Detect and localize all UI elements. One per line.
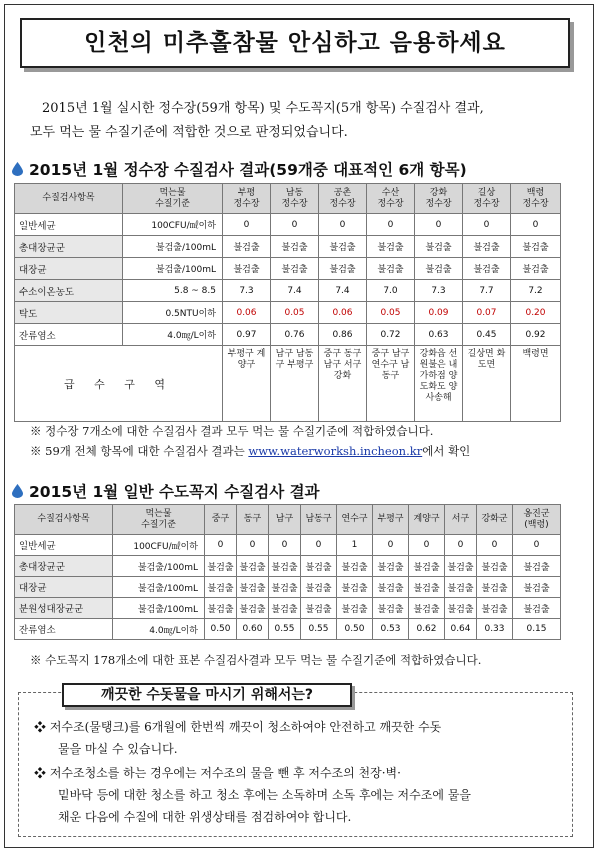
row-value: 불검출 xyxy=(205,598,237,619)
row-value: 7.3 xyxy=(223,280,271,302)
row-value: 7.4 xyxy=(271,280,319,302)
row-standard: 100CFU/㎖이하 xyxy=(113,535,205,556)
row-value: 0 xyxy=(223,214,271,236)
plant-header-2: 부평 정수장 xyxy=(223,184,271,214)
water-drop-icon xyxy=(12,162,23,176)
section2-note: ※ 수도꼭지 178개소에 대한 표본 수질검사결과 모두 먹는 물 수질기준에 적합하였습니다. xyxy=(30,653,482,667)
row-value: 0 xyxy=(367,214,415,236)
row-value: 불검출 xyxy=(319,236,367,258)
row-value: 불검출 xyxy=(463,236,511,258)
row-value: 불검출 xyxy=(367,236,415,258)
section1-note-1: ※ 정수장 7개소에 대한 수질검사 결과 모두 먹는 물 수질기준에 적합하였습니다. xyxy=(30,424,434,438)
row-value: 7.3 xyxy=(415,280,463,302)
tap-header-10: 강화군 xyxy=(477,505,513,535)
row-value: 0.72 xyxy=(367,324,415,346)
row-value: 불검출 xyxy=(237,556,269,577)
row-value: 7.4 xyxy=(319,280,367,302)
row-item-label: 탁도 xyxy=(15,302,123,324)
row-value: 0.53 xyxy=(373,619,409,640)
row-value: 0.55 xyxy=(301,619,337,640)
row-value: 불검출 xyxy=(445,598,477,619)
row-value: 불검출 xyxy=(271,258,319,280)
table-row xyxy=(15,236,561,258)
row-value: 0.06 xyxy=(223,302,271,324)
row-value: 불검출 xyxy=(319,258,367,280)
row-value: 불검출 xyxy=(271,236,319,258)
row-item-label: 수소이온농도 xyxy=(15,280,123,302)
supply-area-value: 강화읍 선원불은 내가하점 양도화도 양사송해 xyxy=(415,346,463,422)
row-value: 7.7 xyxy=(463,280,511,302)
row-value: 0 xyxy=(511,214,561,236)
row-item-label: 대장균 xyxy=(15,577,113,598)
supply-area-label: 급 수 구 역 xyxy=(15,346,223,422)
plant-header-row xyxy=(15,184,561,214)
row-item-label: 총대장균군 xyxy=(15,556,113,577)
tip-line-3: ❖ 저수조청소를 하는 경우에는 저수조의 물을 뺀 후 저수조의 천장·벽· xyxy=(34,766,401,780)
tap-header-row xyxy=(15,505,561,535)
row-value: 불검출 xyxy=(513,598,561,619)
tap-header-8: 계양구 xyxy=(409,505,445,535)
row-value: 불검출 xyxy=(205,556,237,577)
tap-header-5: 남동구 xyxy=(301,505,337,535)
row-value: 불검출 xyxy=(409,577,445,598)
row-value: 0.97 xyxy=(223,324,271,346)
row-value: 0.50 xyxy=(337,619,373,640)
row-value: 0 xyxy=(205,535,237,556)
row-value: 0 xyxy=(271,214,319,236)
row-item-label: 잔류염소 xyxy=(15,619,113,640)
row-value: 불검출 xyxy=(301,598,337,619)
row-value: 불검출 xyxy=(269,598,301,619)
table-row xyxy=(15,535,561,556)
row-standard: 100CFU/㎖이하 xyxy=(123,214,223,236)
row-value: 0.50 xyxy=(205,619,237,640)
row-value: 0.62 xyxy=(409,619,445,640)
row-value: 불검출 xyxy=(373,598,409,619)
row-value: 불검출 xyxy=(415,236,463,258)
plant-header-0: 수질검사항목 xyxy=(15,184,123,214)
intro-line-1: 2015년 1월 실시한 정수장(59개 항목) 및 수도꼭지(5개 항목) 수질검사 결과, xyxy=(42,101,484,116)
section1-heading-text: 2015년 1월 정수장 수질검사 결과(59개중 대표적인 6개 항목) xyxy=(29,161,467,179)
tap-header-0: 수질검사항목 xyxy=(15,505,113,535)
row-value: 0.55 xyxy=(269,619,301,640)
plant-results-table xyxy=(14,183,561,422)
row-value: 0 xyxy=(269,535,301,556)
row-value: 0.76 xyxy=(271,324,319,346)
row-value: 1 xyxy=(337,535,373,556)
row-standard: 불검출/100mL xyxy=(123,236,223,258)
plant-header-1: 먹는물 수질기준 xyxy=(123,184,223,214)
page-title: 인천의 미추홀참물 안심하고 음용하세요 xyxy=(20,18,570,68)
supply-area-value: 중구 남구 연수구 남동구 xyxy=(367,346,415,422)
row-value: 0 xyxy=(477,535,513,556)
row-value: 불검출 xyxy=(373,577,409,598)
tap-header-4: 남구 xyxy=(269,505,301,535)
row-value: 0.09 xyxy=(415,302,463,324)
plant-header-4: 공촌 정수장 xyxy=(319,184,367,214)
row-value: 불검출 xyxy=(269,556,301,577)
row-value: 0.05 xyxy=(367,302,415,324)
section1-note-2 xyxy=(30,443,470,459)
row-value: 불검출 xyxy=(409,556,445,577)
table-row xyxy=(15,556,561,577)
row-value: 불검출 xyxy=(415,258,463,280)
row-value: 0.06 xyxy=(319,302,367,324)
tap-header-3: 동구 xyxy=(237,505,269,535)
note2-suffix: 에서 확인 xyxy=(422,444,471,458)
section2-heading-text: 2015년 1월 일반 수도꼭지 수질검사 결과 xyxy=(29,483,320,501)
water-drop-icon xyxy=(12,484,23,498)
tap-header-7: 부평구 xyxy=(373,505,409,535)
row-value: 불검출 xyxy=(301,556,337,577)
row-value: 0.15 xyxy=(513,619,561,640)
tap-header-1: 먹는물 수질기준 xyxy=(113,505,205,535)
note2-prefix: ※ 59개 전체 항목에 대한 수질검사 결과는 xyxy=(30,444,249,458)
row-value: 0 xyxy=(373,535,409,556)
intro-line-2: 모두 먹는 물 수질기준에 적합한 것으로 판정되었습니다. xyxy=(30,125,348,140)
plant-header-3: 남동 정수장 xyxy=(271,184,319,214)
row-value: 불검출 xyxy=(205,577,237,598)
row-value: 0 xyxy=(319,214,367,236)
intro-text xyxy=(30,97,570,145)
row-value: 불검출 xyxy=(301,577,337,598)
row-value: 0 xyxy=(463,214,511,236)
table-row xyxy=(15,577,561,598)
row-value: 불검출 xyxy=(223,236,271,258)
tip-line-2: 물을 마실 수 있습니다. xyxy=(58,742,178,756)
table-row xyxy=(15,598,561,619)
row-item-label: 일반세균 xyxy=(15,214,123,236)
plant-header-7: 길상 정수장 xyxy=(463,184,511,214)
row-value: 0.92 xyxy=(511,324,561,346)
row-standard: 불검출/100mL xyxy=(113,556,205,577)
tap-header-2: 중구 xyxy=(205,505,237,535)
tap-header-11: 옹진군 (백령) xyxy=(513,505,561,535)
row-value: 불검출 xyxy=(337,598,373,619)
table-row xyxy=(15,302,561,324)
row-value: 불검출 xyxy=(269,577,301,598)
row-value: 0 xyxy=(415,214,463,236)
table-row xyxy=(15,214,561,236)
supply-area-value: 부평구 계양구 xyxy=(223,346,271,422)
row-value: 0.86 xyxy=(319,324,367,346)
row-value: 불검출 xyxy=(223,258,271,280)
row-value: 불검출 xyxy=(511,236,561,258)
row-value: 불검출 xyxy=(409,598,445,619)
row-value: 0.45 xyxy=(463,324,511,346)
row-value: 0.60 xyxy=(237,619,269,640)
tips-heading: 깨끗한 수돗물을 마시기 위해서는? xyxy=(62,683,352,707)
row-value: 0 xyxy=(237,535,269,556)
row-value: 0.05 xyxy=(271,302,319,324)
row-value: 불검출 xyxy=(445,556,477,577)
row-value: 0 xyxy=(445,535,477,556)
section2-heading xyxy=(12,480,320,502)
row-value: 불검출 xyxy=(373,556,409,577)
row-value: 불검출 xyxy=(463,258,511,280)
row-value: 불검출 xyxy=(511,258,561,280)
row-value: 불검출 xyxy=(337,577,373,598)
row-value: 0.64 xyxy=(445,619,477,640)
supply-area-value: 중구 동구 남구 서구 강화 xyxy=(319,346,367,422)
row-value: 불검출 xyxy=(445,577,477,598)
table-row xyxy=(15,324,561,346)
row-value: 불검출 xyxy=(477,598,513,619)
waterworks-link[interactable]: www.waterworksh.incheon.kr xyxy=(248,444,423,458)
plant-header-5: 수산 정수장 xyxy=(367,184,415,214)
row-value: 0.63 xyxy=(415,324,463,346)
table-row xyxy=(15,258,561,280)
row-item-label: 대장균 xyxy=(15,258,123,280)
row-standard: 0.5NTU이하 xyxy=(123,302,223,324)
supply-area-row xyxy=(15,346,561,422)
row-value: 불검출 xyxy=(337,556,373,577)
row-value: 7.0 xyxy=(367,280,415,302)
row-value: 0 xyxy=(513,535,561,556)
row-value: 불검출 xyxy=(237,598,269,619)
row-standard: 불검출/100mL xyxy=(123,258,223,280)
supply-area-value: 남구 남동구 부평구 xyxy=(271,346,319,422)
row-item-label: 분원성대장균군 xyxy=(15,598,113,619)
plant-header-8: 백령 정수장 xyxy=(511,184,561,214)
row-value: 불검출 xyxy=(513,577,561,598)
row-value: 0.07 xyxy=(463,302,511,324)
supply-area-value: 길상면 화도면 xyxy=(463,346,511,422)
row-standard: 불검출/100mL xyxy=(113,577,205,598)
row-value: 불검출 xyxy=(237,577,269,598)
row-item-label: 잔류염소 xyxy=(15,324,123,346)
tap-header-9: 서구 xyxy=(445,505,477,535)
section1-heading xyxy=(12,158,467,180)
table-row xyxy=(15,619,561,640)
row-value: 0.33 xyxy=(477,619,513,640)
row-value: 불검출 xyxy=(477,577,513,598)
row-value: 불검출 xyxy=(513,556,561,577)
row-value: 0 xyxy=(301,535,337,556)
tip-line-4: 밑바닥 등에 대한 청소를 하고 청소 후에는 소독하며 소독 후에는 저수조에 물을 xyxy=(58,788,471,802)
row-value: 7.2 xyxy=(511,280,561,302)
row-standard: 4.0㎎/L이하 xyxy=(113,619,205,640)
tap-results-table xyxy=(14,504,561,640)
row-standard: 4.0㎎/L이하 xyxy=(123,324,223,346)
row-value: 불검출 xyxy=(367,258,415,280)
tip-line-1: ❖ 저수조(물탱크)를 6개월에 한번씩 깨끗이 청소하여야 안전하고 깨끗한 수돗 xyxy=(34,720,442,734)
tap-header-6: 연수구 xyxy=(337,505,373,535)
row-standard: 불검출/100mL xyxy=(113,598,205,619)
table-row xyxy=(15,280,561,302)
row-value: 불검출 xyxy=(477,556,513,577)
row-item-label: 일반세균 xyxy=(15,535,113,556)
tip-line-5: 채운 다음에 수질에 대한 위생상태를 점검하여야 합니다. xyxy=(58,810,352,824)
row-standard: 5.8 ~ 8.5 xyxy=(123,280,223,302)
supply-area-value: 백령면 xyxy=(511,346,561,422)
row-value: 0 xyxy=(409,535,445,556)
row-item-label: 총대장균군 xyxy=(15,236,123,258)
row-value: 0.20 xyxy=(511,302,561,324)
plant-header-6: 강화 정수장 xyxy=(415,184,463,214)
